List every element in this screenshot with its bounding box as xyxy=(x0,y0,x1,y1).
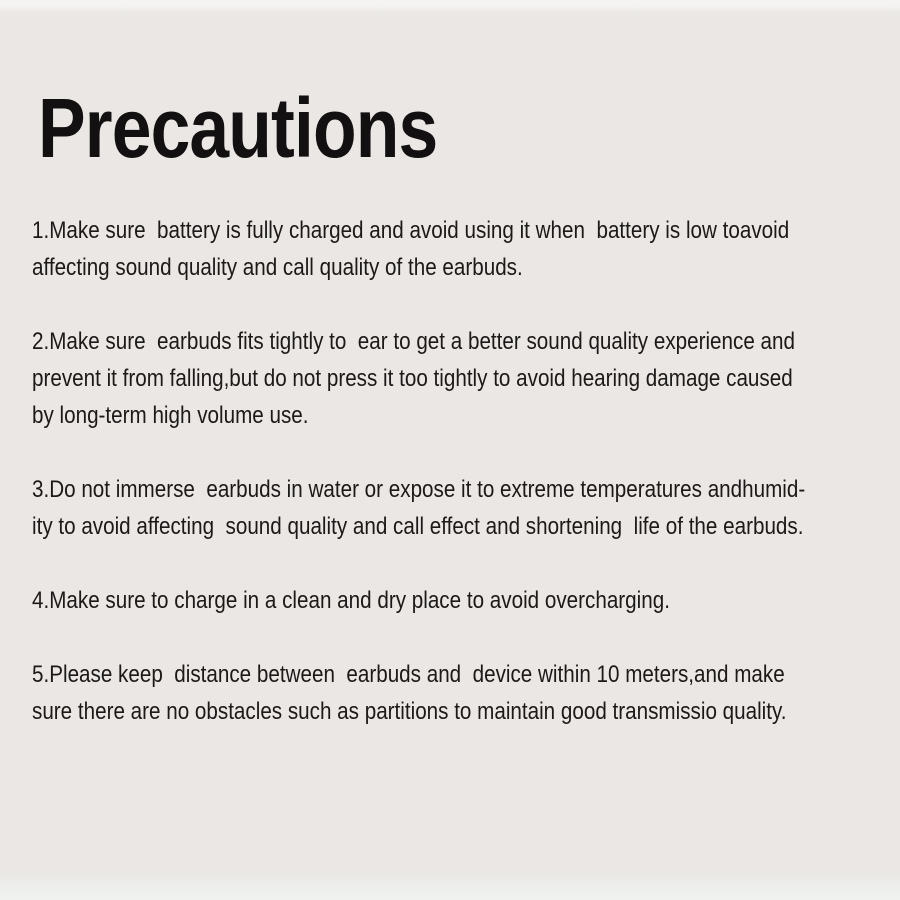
precaution-line: prevent it from falling,but do not press it too tightly to avoid hearing damage caused xyxy=(32,365,793,392)
precaution-item xyxy=(32,582,892,619)
precaution-item xyxy=(32,212,892,286)
precaution-line: 2.Make sure earbuds fits tightly to ear to get a better sound quality experience and xyxy=(32,328,795,355)
precaution-line: 5.Please keep distance between earbuds and device within 10 meters,and make xyxy=(32,661,785,688)
precaution-item xyxy=(32,471,892,545)
page-content xyxy=(32,81,892,767)
precaution-item xyxy=(32,656,892,730)
precaution-line: affecting sound quality and call quality of the earbuds. xyxy=(32,254,523,281)
precautions-list xyxy=(32,212,892,730)
precaution-line: by long-term high volume use. xyxy=(32,402,309,429)
precaution-line: 4.Make sure to charge in a clean and dry place to avoid overcharging. xyxy=(32,587,670,614)
precaution-line: ity to avoid affecting sound quality and call effect and shortening life of the earbuds. xyxy=(32,513,804,540)
precaution-line: sure there are no obstacles such as partitions to maintain good transmissio quality. xyxy=(32,698,787,725)
page-title: Precautions xyxy=(38,81,438,175)
precaution-item xyxy=(32,323,892,434)
precaution-line: 1.Make sure battery is fully charged and avoid using it when battery is low toavoid xyxy=(32,217,790,244)
precaution-line: 3.Do not immerse earbuds in water or expose it to extreme temperatures andhumid- xyxy=(32,476,806,503)
